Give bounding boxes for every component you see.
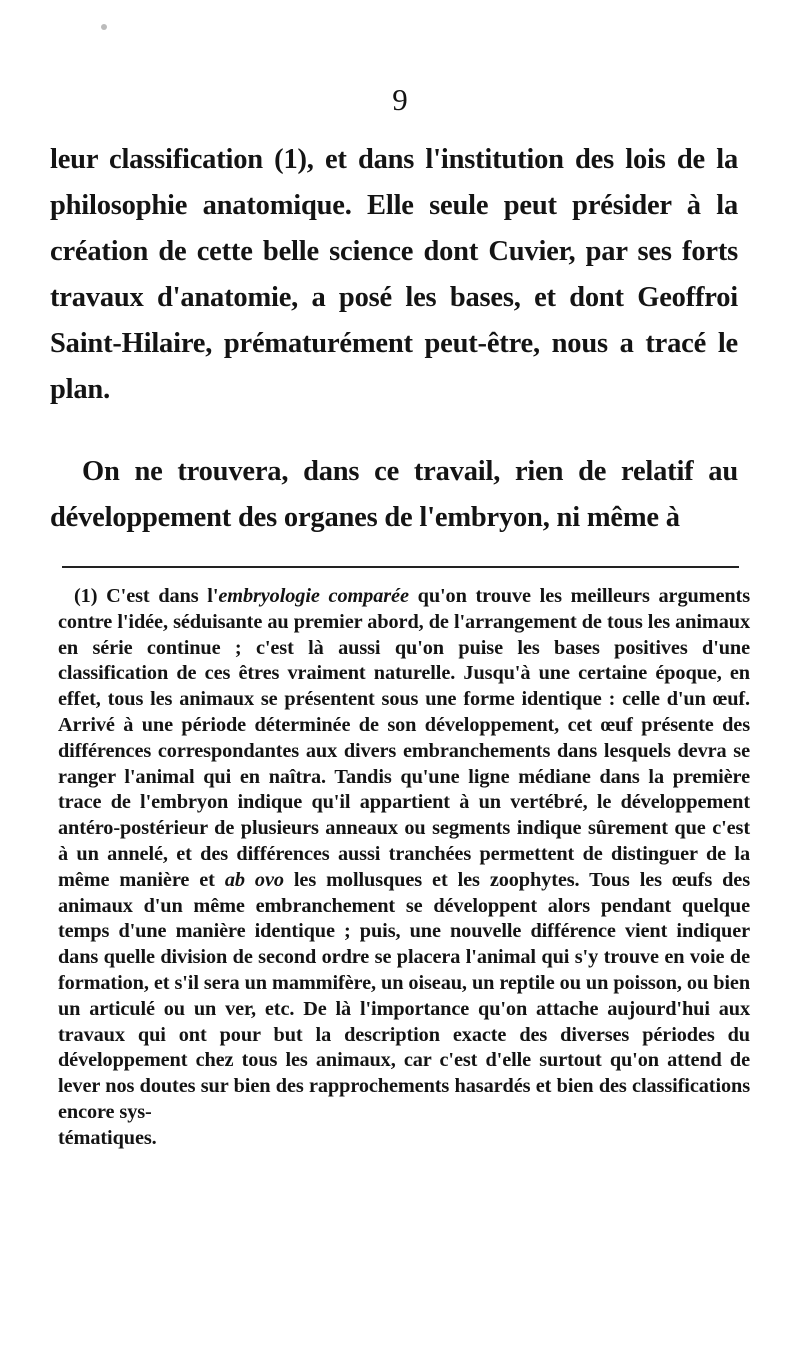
margin-dot	[101, 24, 107, 30]
paragraph-2: On ne trouvera, dans ce travail, rien de relatif au développement des organes de l'embryon, ni même à	[50, 456, 738, 533]
page-number: 9	[392, 82, 408, 117]
footnote-italic-2: ab ovo	[224, 868, 284, 891]
paragraph-1: leur classification (1), et dans l'institution des lois de la philosophie anatomique. Elle seule peut présider à la création de cette belle science dont Cuvier, par ses forts travaux d'anatomie, a posé les bases, et dont Geoffroi Saint-Hilaire, prématurément peut-être, nous a tracé le plan.	[50, 144, 738, 405]
footnote-separator	[62, 566, 739, 568]
footnote-italic-1: embryologie comparée	[218, 585, 409, 607]
footnote-text-2: qu'on trouve les meilleurs arguments contre l'idée, séduisante au premier abord, de l'arrangement de tous les animaux en série continue ; c'est là aussi qu'on puise les bases positives d'une classification de ces êtres vraiment naturelle. Jusqu'à une certaine époque, en effet, tous les animaux se présentent sous une forme identique : celle d'un œuf. Arrivé à une période déterminée de son développement, cet œuf présente des différences correspondantes aux divers embranchements dans lesquels devra se ranger l'animal qui en naîtra. Tandis qu'une ligne médiane dans la première trace de l'embryon indique qu'il appartient à un vertébré, le développement antéro-postérieur de plusieurs anneaux ou segments indique sûrement que c'est à un annelé, et des différences aussi tranchées permettent de distinguer de la même manière et	[58, 585, 751, 891]
footnote-paragraph	[58, 584, 750, 1126]
footnote-last-line: tématiques.	[58, 1126, 157, 1149]
footnote	[58, 584, 750, 1152]
footnote-text-1: (1) C'est dans l'	[74, 585, 219, 607]
main-text	[50, 137, 738, 541]
footnote-text-3: les mollusques et les zoophytes. Tous les œufs des animaux d'un même embranchement se développent alors pendant quelque temps d'une manière identique ; puis, une nouvelle différence vient indiquer dans quelle division de second ordre se placera l'animal qui s'y trouve en voie de formation, et s'il sera un mammifère, un oiseau, un reptile ou un poisson, ou bien un articulé ou un ver, etc. De là l'importance qu'on attache aujourd'hui aux travaux qui ont pour but la description exacte des diverses périodes du développement chez tous les animaux, car c'est d'elle surtout qu'on attend de lever nos doutes sur bien des rapprochements hasardés et bien des classifications encore sys-	[58, 868, 750, 1123]
